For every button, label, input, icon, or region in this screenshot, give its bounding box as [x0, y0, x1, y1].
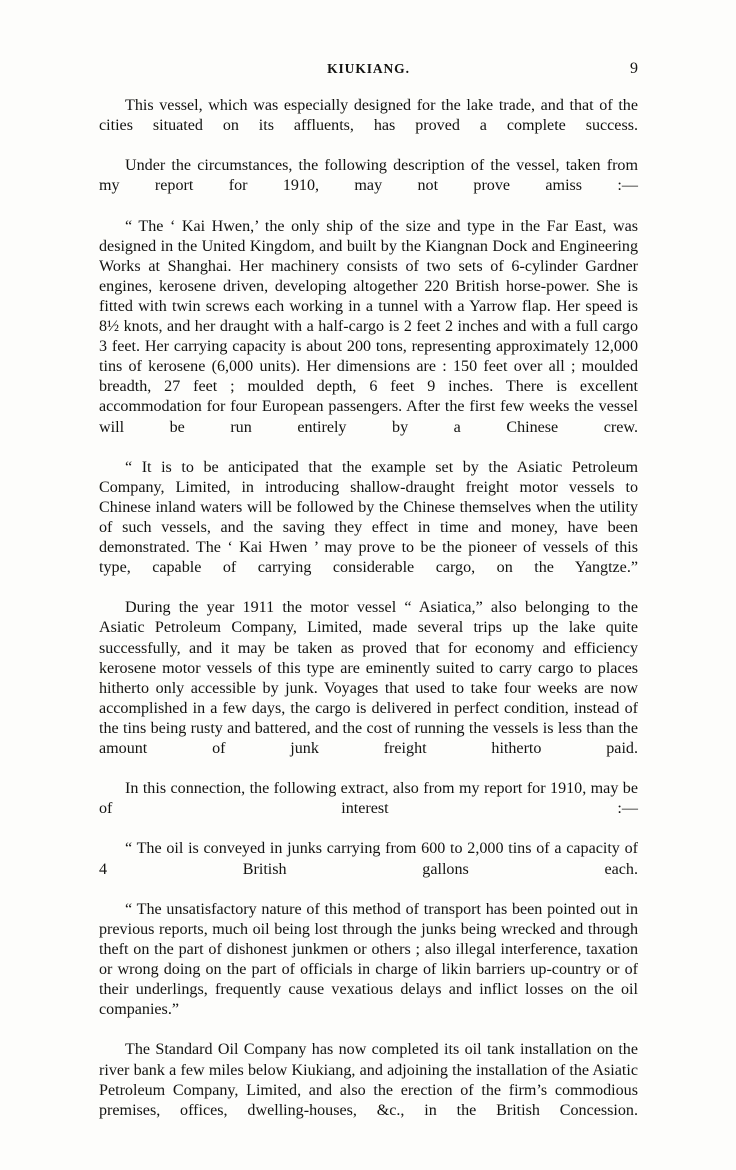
paragraph: During the year 1911 the motor vessel “ Asiatica,” also belonging to the Asiatic Petroleum Company, Limited, made several trips up the lake quite successfully, and it may be taken as proved that for economy and efficiency kerosene motor vessels of this type are eminently suited to carry cargo to places hitherto only accessible by junk. Voyages that used to take four weeks are now accomplished in a few days, the cargo is delivered in perfect condition, instead of the tins being rusty and battered, and the cost of running the vessels is less than the amount of junk freight hitherto paid.	[99, 599, 638, 757]
paragraph: “ The unsatisfactory nature of this method of transport has been pointed out in previous reports, much oil being lost through the junks being wrecked and through theft on the part of dishonest junkmen or others ; also illegal interference, taxation or wrong doing on the part of officials in charge of likin barriers up-country or of their underlings, frequently cause vexatious delays and inflict losses on the oil companies.”	[99, 900, 638, 1019]
paragraph: In this connection, the following extract, also from my report for 1910, may be of interest :—	[99, 780, 638, 818]
paragraph: “ The oil is conveyed in junks carrying from 600 to 2,000 tins of a capacity of 4 British gallons each.	[99, 840, 638, 878]
page-number: 9	[630, 60, 638, 77]
running-head	[99, 60, 638, 80]
body-text-block	[99, 96, 638, 1141]
paragraph: The Standard Oil Company has now completed its oil tank installation on the river bank a few miles below Kiukiang, and adjoining the installation of the Asiatic Petroleum Company, Limited, and also the erection of the firm’s commodious premises, offices, dwelling-houses, &c., in the British Concession.	[99, 1041, 638, 1119]
paragraph: “ The ‘ Kai Hwen,’ the only ship of the size and type in the Far East, was designed in the United Kingdom, and built by the Kiangnan Dock and Engineering Works at Shanghai. Her machinery consists of two sets of 6-cylinder Gardner engines, kerosene driven, developing altogether 220 British horse-power. She is fitted with twin screws each working in a tunnel with a Yarrow flap. Her speed is 8½ knots, and her draught with a half-cargo is 2 feet 2 inches and with a full cargo 3 feet. Her carrying capacity is about 200 tons, representing approximately 12,000 tins of kerosene (6,000 units). Her dimensions are : 150 feet over all ; moulded breadth, 27 feet ; moulded depth, 6 feet 9 inches. There is excellent accommodation for four European passengers. After the first few weeks the vessel will be run entirely by a Chinese crew.	[99, 217, 638, 436]
paragraph: “ It is to be anticipated that the example set by the Asiatic Petroleum Company, Limited, in introducing shallow-draught freight motor vessels to Chinese inland waters will be followed by the Chinese themselves when the utility of such vessels, and the saving they effect in time and money, have been demonstrated. The ‘ Kai Hwen ’ may prove to be the pioneer of vessels of this type, capable of carrying considerable cargo, on the Yangtze.”	[99, 458, 638, 577]
paragraph: This vessel, which was especially designed for the lake trade, and that of the cities situated on its affluents, has proved a complete success.	[99, 97, 638, 135]
running-head-title: KIUKIANG.	[327, 61, 410, 76]
paragraph: Under the circumstances, the following description of the vessel, taken from my report for 1910, may not prove amiss :—	[99, 157, 638, 195]
